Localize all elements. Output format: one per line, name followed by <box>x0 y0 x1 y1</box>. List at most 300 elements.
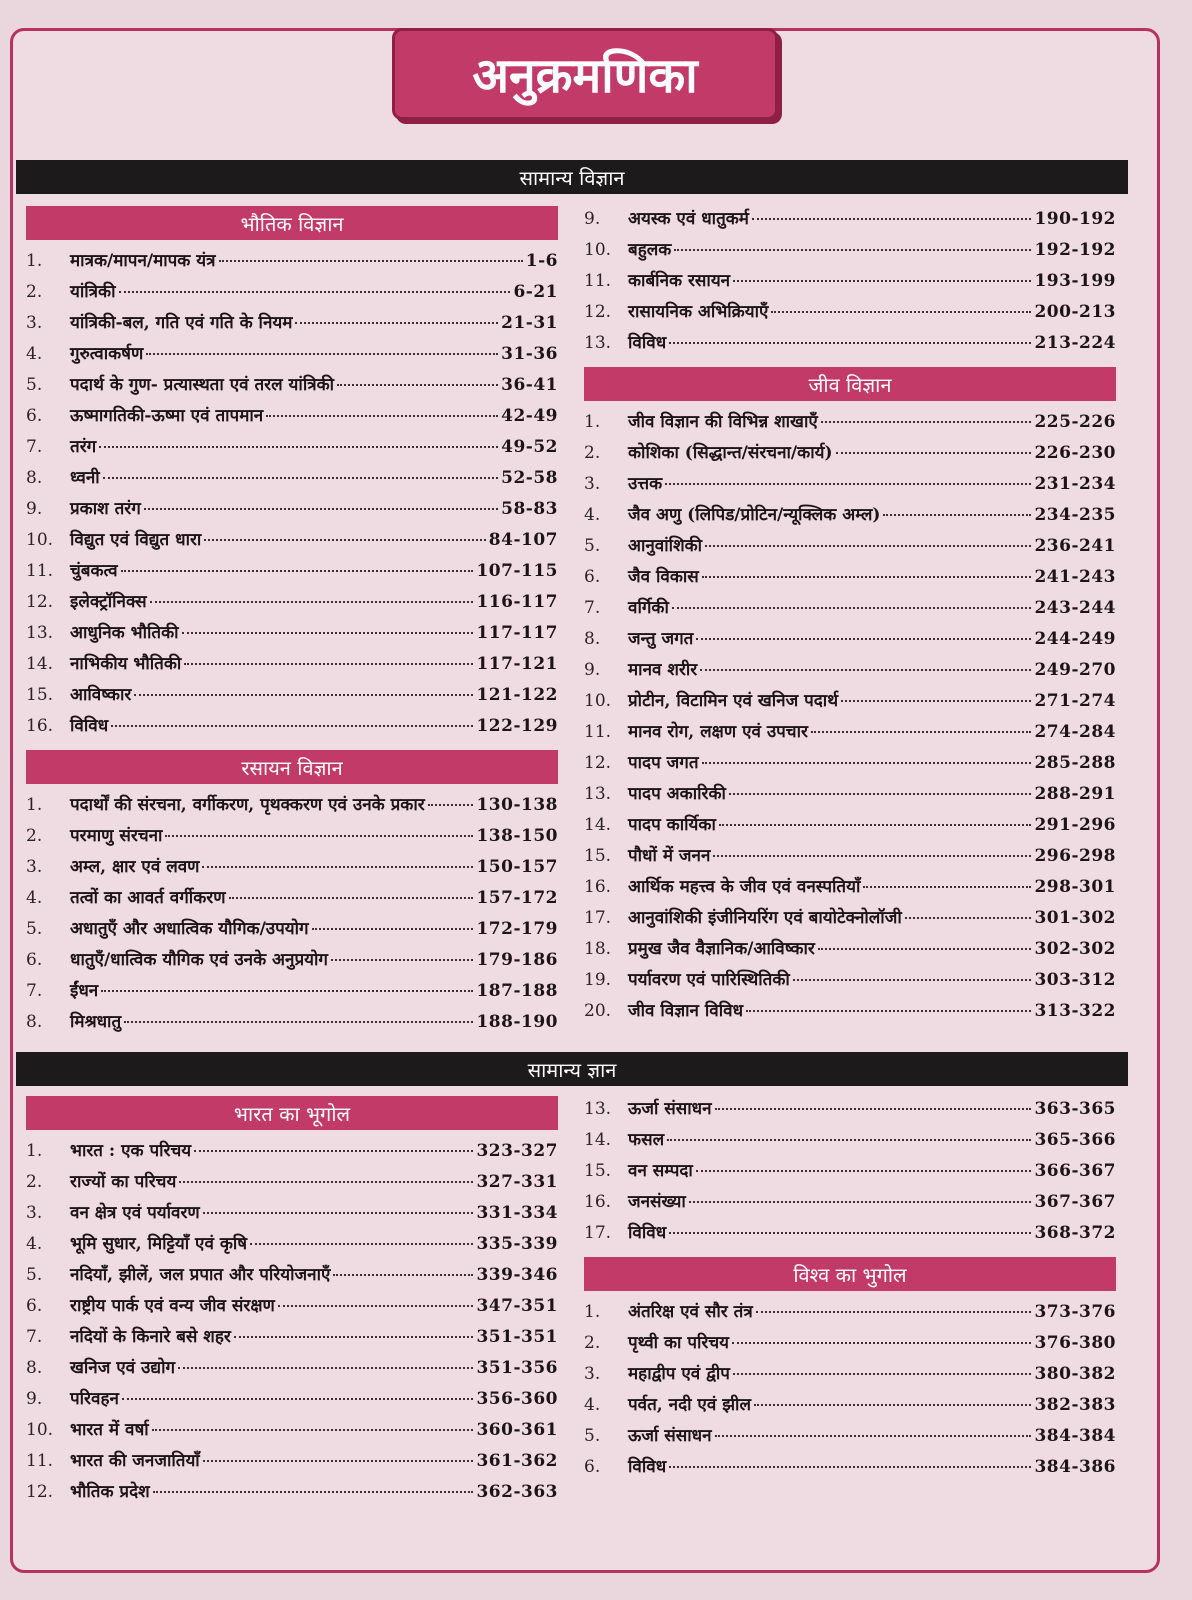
section-band-samanya-gyan: सामान्य ज्ञान <box>16 1052 1128 1086</box>
entry-number: 6. <box>584 567 601 587</box>
dot-leader <box>229 896 474 899</box>
entry-pages: 226-230 <box>1034 443 1116 463</box>
entry-pages: 243-244 <box>1034 598 1116 618</box>
entry-pages: 116-117 <box>476 592 558 612</box>
entry-title: महाद्वीप एवं द्वीप <box>628 1364 730 1384</box>
entry-pages: 172-179 <box>476 919 558 939</box>
entry-title: वर्गिकी <box>628 598 669 618</box>
toc-entry <box>584 719 1116 750</box>
toc-entry <box>584 409 1116 440</box>
entry-title: कार्बनिक रसायन <box>628 271 731 291</box>
entry-pages: 368-372 <box>1034 1223 1116 1243</box>
dot-leader <box>333 1273 473 1276</box>
entry-title: अधातुएँ और अधात्विक यौगिक/उपयोग <box>70 919 309 939</box>
entry-number: 10. <box>26 1420 54 1440</box>
entry-title: विविध <box>70 716 109 736</box>
entry-title: चुंबकत्व <box>70 561 118 581</box>
entry-pages: 361-362 <box>476 1451 558 1471</box>
entry-number: 15. <box>584 1161 612 1181</box>
entry-pages: 323-327 <box>476 1141 558 1161</box>
entry-number: 2. <box>584 443 601 463</box>
entry-number: 2. <box>584 1333 601 1353</box>
entry-pages: 347-351 <box>476 1296 558 1316</box>
entry-number: 14. <box>584 815 612 835</box>
toc-entry <box>584 533 1116 564</box>
entry-title: भारत में वर्षा <box>70 1420 149 1440</box>
entry-pages: 382-383 <box>1034 1395 1116 1415</box>
subsection-heading: रसायन विज्ञान <box>26 750 558 784</box>
entry-title: बहुलक <box>628 240 672 260</box>
toc-entry <box>584 206 1116 237</box>
entry-number: 4. <box>584 505 601 525</box>
entry-pages: 52-58 <box>501 468 558 488</box>
entry-pages: 122-129 <box>476 716 558 736</box>
toc-entry <box>26 1324 558 1355</box>
entry-number: 1. <box>26 795 43 815</box>
entry-number: 3. <box>26 1203 43 1223</box>
dot-leader <box>665 482 1031 485</box>
dot-leader <box>312 927 474 930</box>
dot-leader <box>702 575 1032 578</box>
entry-title: आर्थिक महत्त्व के जीव एवं वनस्पतियाँ <box>628 877 861 897</box>
entry-title: जैव विकास <box>628 567 699 587</box>
dot-leader <box>122 1397 474 1400</box>
toc-entry <box>584 1299 1116 1330</box>
subsection-heading: भारत का भूगोल <box>26 1096 558 1130</box>
toc-entry <box>26 403 558 434</box>
entry-title: ऊर्जा संसाधन <box>628 1426 712 1446</box>
entry-pages: 249-270 <box>1034 660 1116 680</box>
entry-title: अयस्क एवं धातुकर्म <box>628 209 749 229</box>
toc-entry <box>584 1220 1116 1251</box>
dot-leader <box>278 1304 474 1307</box>
toc-entry <box>26 823 558 854</box>
entry-number: 3. <box>26 857 43 877</box>
toc-entry <box>26 1293 558 1324</box>
toc-entry <box>584 1158 1116 1189</box>
toc-entry <box>26 434 558 465</box>
entry-title: भारत : एक परिचय <box>70 1141 192 1161</box>
entry-number: 16. <box>584 1192 612 1212</box>
toc-entry <box>26 916 558 947</box>
entry-title: उत्तक <box>628 474 663 494</box>
toc-entry <box>26 341 558 372</box>
entry-title: मिश्रधातु <box>70 1012 122 1032</box>
toc-entry <box>584 1189 1116 1220</box>
entry-title: भौतिक प्रदेश <box>70 1482 150 1502</box>
entry-pages: 179-186 <box>476 950 558 970</box>
entry-number: 6. <box>584 1457 601 1477</box>
toc-entry <box>26 1417 558 1448</box>
entry-number: 9. <box>584 660 601 680</box>
entry-title: विद्युत एवं विद्युत धारा <box>70 530 202 550</box>
entry-number: 10. <box>584 691 612 711</box>
entry-title: प्रमुख जैव वैज्ञानिक/आविष्कार <box>628 939 815 959</box>
entry-number: 3. <box>26 313 43 333</box>
toc-entry <box>584 688 1116 719</box>
entry-pages: 6-21 <box>513 282 558 302</box>
toc-entry <box>584 299 1116 330</box>
toc-entry <box>26 1386 558 1417</box>
dot-leader <box>719 823 1032 826</box>
entry-title: पृथ्वी का परिचय <box>628 1333 730 1353</box>
toc-entry <box>584 502 1116 533</box>
entry-title: गुरुत्वाकर्षण <box>70 344 144 364</box>
toc-entry <box>584 330 1116 361</box>
entry-pages: 107-115 <box>476 561 558 581</box>
entry-title: वन सम्पदा <box>628 1161 693 1181</box>
dot-leader <box>713 854 1031 857</box>
entry-number: 13. <box>584 784 612 804</box>
toc-entry <box>584 1330 1116 1361</box>
entry-pages: 36-41 <box>501 375 558 395</box>
entry-pages: 117-121 <box>476 654 558 674</box>
dot-leader <box>101 989 473 992</box>
dot-leader <box>178 1366 473 1369</box>
dot-leader <box>732 1341 1031 1344</box>
entry-title: पादप अकारिकी <box>628 784 726 804</box>
dot-leader <box>883 513 1031 516</box>
toc-entry <box>26 620 558 651</box>
entry-pages: 356-360 <box>476 1389 558 1409</box>
toc-entry <box>584 750 1116 781</box>
section-0-right-column <box>584 206 1116 1029</box>
entry-number: 20. <box>584 1001 612 1021</box>
entry-pages: 84-107 <box>488 530 558 550</box>
toc-entry <box>26 854 558 885</box>
toc-entry <box>26 465 558 496</box>
entry-title: विविध <box>628 1457 667 1477</box>
dot-leader <box>165 834 473 837</box>
entry-title: आधुनिक भौतिकी <box>70 623 179 643</box>
dot-leader <box>204 538 485 541</box>
entry-pages: 150-157 <box>476 857 558 877</box>
entry-number: 7. <box>26 981 43 1001</box>
toc-entry <box>26 372 558 403</box>
dot-leader <box>103 476 498 479</box>
entry-title: नाभिकीय भौतिकी <box>70 654 182 674</box>
dot-leader <box>203 1211 474 1214</box>
toc-entry <box>26 1479 558 1510</box>
dot-leader <box>153 1490 474 1493</box>
entry-title: जैव अणु (लिपिड/प्रोटिन/न्यूक्लिक अम्ल) <box>628 505 881 525</box>
toc-entry <box>584 1454 1116 1485</box>
entry-pages: 360-361 <box>476 1420 558 1440</box>
toc-entry <box>26 1138 558 1169</box>
entry-number: 11. <box>26 1451 54 1471</box>
entry-title: भारत की जनजातियाँ <box>70 1451 200 1471</box>
entry-number: 14. <box>26 654 54 674</box>
entry-pages: 291-296 <box>1034 815 1116 835</box>
entry-pages: 302-302 <box>1034 939 1116 959</box>
toc-entry <box>26 978 558 1009</box>
dot-leader <box>121 569 474 572</box>
entry-pages: 200-213 <box>1034 302 1116 322</box>
entry-title: पौधों में जनन <box>628 846 711 866</box>
section-1-right-column <box>584 1096 1116 1485</box>
entry-number: 1. <box>26 251 43 271</box>
dot-leader <box>905 916 1032 919</box>
entry-pages: 376-380 <box>1034 1333 1116 1353</box>
dot-leader <box>821 420 1032 423</box>
entry-title: जीव विज्ञान विविध <box>628 1001 744 1021</box>
entry-pages: 1-6 <box>525 251 558 271</box>
entry-title: विविध <box>628 333 667 353</box>
entry-number: 14. <box>584 1130 612 1150</box>
entry-number: 9. <box>26 499 43 519</box>
dot-leader <box>266 414 498 417</box>
toc-entry <box>26 496 558 527</box>
toc-entry <box>26 651 558 682</box>
entry-title: खनिज एवं उद्योग <box>70 1358 176 1378</box>
entry-title: फसल <box>628 1130 665 1150</box>
entry-pages: 373-376 <box>1034 1302 1116 1322</box>
dot-leader <box>836 451 1032 454</box>
dot-leader <box>669 341 1031 344</box>
entry-title: मात्रक/मापन/मापक यंत्र <box>70 251 216 271</box>
entry-number: 3. <box>584 1364 601 1384</box>
dot-leader <box>715 1434 1032 1437</box>
toc-entry <box>26 1231 558 1262</box>
entry-number: 2. <box>26 826 43 846</box>
entry-pages: 288-291 <box>1034 784 1116 804</box>
dot-leader <box>179 1180 473 1183</box>
toc-entry <box>26 558 558 589</box>
entry-title: रासायनिक अभिक्रियाएँ <box>628 302 769 322</box>
dot-leader <box>150 600 474 603</box>
entry-number: 4. <box>584 1395 601 1415</box>
entry-number: 15. <box>26 685 54 705</box>
dot-leader <box>756 1310 1032 1313</box>
dot-leader <box>331 958 473 961</box>
entry-title: आनुवांशिकी इंजीनियरिंग एवं बायोटेक्नोलॉजी <box>628 908 902 928</box>
entry-pages: 366-367 <box>1034 1161 1116 1181</box>
entry-title: कोशिका (सिद्धान्त/संरचना/कार्य) <box>628 443 833 463</box>
dot-leader <box>669 1465 1031 1468</box>
entry-number: 15. <box>584 846 612 866</box>
toc-entry <box>584 1127 1116 1158</box>
entry-title: ध्वनी <box>70 468 100 488</box>
entry-pages: 234-235 <box>1034 505 1116 525</box>
entry-pages: 285-288 <box>1034 753 1116 773</box>
entry-number: 11. <box>26 561 54 581</box>
dot-leader <box>119 290 511 293</box>
entry-number: 8. <box>26 1012 43 1032</box>
entry-pages: 241-243 <box>1034 567 1116 587</box>
entry-title: आविष्कार <box>70 685 132 705</box>
entry-pages: 365-366 <box>1034 1130 1116 1150</box>
toc-entry <box>584 595 1116 626</box>
entry-number: 7. <box>26 437 43 457</box>
dot-leader <box>754 1403 1031 1406</box>
entry-pages: 362-363 <box>476 1482 558 1502</box>
subsection-heading: भौतिक विज्ञान <box>26 206 558 240</box>
entry-pages: 121-122 <box>476 685 558 705</box>
entry-number: 1. <box>584 1302 601 1322</box>
entry-title: यांत्रिकी-बल, गति एवं गति के नियम <box>70 313 293 333</box>
entry-pages: 331-334 <box>476 1203 558 1223</box>
subsection-heading: विश्व का भुगोल <box>584 1257 1116 1291</box>
dot-leader <box>337 383 498 386</box>
toc-entry <box>584 626 1116 657</box>
entry-title: राज्यों का परिचय <box>70 1172 177 1192</box>
entry-title: पर्वत, नदी एवं झील <box>628 1395 751 1415</box>
entry-title: परिवहन <box>70 1389 119 1409</box>
entry-number: 6. <box>26 1296 43 1316</box>
entry-number: 12. <box>26 1482 54 1502</box>
entry-pages: 187-188 <box>476 981 558 1001</box>
entry-number: 16. <box>584 877 612 897</box>
dot-leader <box>733 279 1031 282</box>
dot-leader <box>194 1149 473 1152</box>
toc-entry <box>26 279 558 310</box>
entry-number: 2. <box>26 282 43 302</box>
entry-title: प्रकाश तरंग <box>70 499 141 519</box>
toc-entry <box>584 1361 1116 1392</box>
entry-title: मानव शरीर <box>628 660 698 680</box>
toc-entry <box>584 1423 1116 1454</box>
dot-leader <box>674 248 1031 251</box>
toc-entry <box>584 936 1116 967</box>
entry-pages: 157-172 <box>476 888 558 908</box>
entry-number: 7. <box>26 1327 43 1347</box>
entry-title: तरंग <box>70 437 97 457</box>
entry-number: 16. <box>26 716 54 736</box>
entry-number: 7. <box>584 598 601 618</box>
dot-leader <box>428 803 474 806</box>
entry-number: 8. <box>26 468 43 488</box>
dot-leader <box>219 259 523 262</box>
toc-entry <box>584 905 1116 936</box>
dot-leader <box>152 1428 474 1431</box>
entry-number: 13. <box>584 333 612 353</box>
section-0-left-column <box>26 206 558 1040</box>
entry-pages: 339-346 <box>476 1265 558 1285</box>
entry-pages: 384-384 <box>1034 1426 1116 1446</box>
entry-number: 8. <box>26 1358 43 1378</box>
entry-number: 17. <box>584 1223 612 1243</box>
toc-entry <box>26 1355 558 1386</box>
dot-leader <box>696 637 1031 640</box>
dot-leader <box>689 1200 1032 1203</box>
entry-number: 19. <box>584 970 612 990</box>
subsection-heading: जीव विज्ञान <box>584 367 1116 401</box>
entry-number: 1. <box>26 1141 43 1161</box>
entry-pages: 42-49 <box>501 406 558 426</box>
dot-leader <box>182 631 474 634</box>
dot-leader <box>111 724 473 727</box>
dot-leader <box>696 1169 1032 1172</box>
entry-title: आनुवांशिकी <box>628 536 703 556</box>
entry-title: मानव रोग, लक्षण एवं उपचार <box>628 722 808 742</box>
entry-title: जीव विज्ञान की विभिन्न शाखाएँ <box>628 412 818 432</box>
entry-pages: 190-192 <box>1034 209 1116 229</box>
entry-pages: 327-331 <box>476 1172 558 1192</box>
entry-title: नदियाँ, झीलें, जल प्रपात और परियोजनाएँ <box>70 1265 331 1285</box>
dot-leader <box>203 1459 474 1462</box>
entry-title: भूमि सुधार, मिट्टियाँ एवं कृषि <box>70 1234 248 1254</box>
entry-number: 12. <box>584 753 612 773</box>
toc-entry <box>26 589 558 620</box>
entry-number: 10. <box>584 240 612 260</box>
entry-title: परमाणु संरचना <box>70 826 163 846</box>
entry-pages: 117-117 <box>476 623 558 643</box>
entry-pages: 296-298 <box>1034 846 1116 866</box>
toc-entry <box>584 268 1116 299</box>
section-1-left-column <box>26 1096 558 1510</box>
dot-leader <box>818 947 1032 950</box>
dot-leader <box>146 352 498 355</box>
entry-pages: 31-36 <box>501 344 558 364</box>
toc-entry <box>26 792 558 823</box>
entry-pages: 192-192 <box>1034 240 1116 260</box>
dot-leader <box>250 1242 473 1245</box>
toc-entry <box>584 781 1116 812</box>
entry-number: 2. <box>26 1172 43 1192</box>
toc-entry <box>584 998 1116 1029</box>
toc-entry <box>26 885 558 916</box>
entry-title: वन क्षेत्र एवं पर्यावरण <box>70 1203 200 1223</box>
dot-leader <box>295 321 498 324</box>
entry-number: 17. <box>584 908 612 928</box>
entry-pages: 130-138 <box>476 795 558 815</box>
entry-title: इलेक्ट्रॉनिक्स <box>70 592 147 612</box>
entry-number: 12. <box>26 592 54 612</box>
entry-title: विविध <box>628 1223 667 1243</box>
dot-leader <box>702 761 1032 764</box>
entry-title: जन्तु जगत <box>628 629 694 649</box>
toc-entry <box>26 1200 558 1231</box>
dot-leader <box>729 792 1032 795</box>
toc-entry <box>26 1169 558 1200</box>
entry-pages: 301-302 <box>1034 908 1116 928</box>
entry-pages: 274-284 <box>1034 722 1116 742</box>
toc-entry <box>26 310 558 341</box>
toc-entry <box>584 812 1116 843</box>
entry-pages: 188-190 <box>476 1012 558 1032</box>
entry-pages: 231-234 <box>1034 474 1116 494</box>
entry-title: धातुएँ/धात्विक यौगिक एवं उनके अनुप्रयोग <box>70 950 328 970</box>
dot-leader <box>811 730 1032 733</box>
entry-number: 3. <box>584 474 601 494</box>
toc-entry <box>584 874 1116 905</box>
toc-entry <box>26 947 558 978</box>
entry-pages: 363-365 <box>1034 1099 1116 1119</box>
dot-leader <box>793 978 1032 981</box>
dot-leader <box>99 445 498 448</box>
toc-entry <box>584 471 1116 502</box>
entry-number: 13. <box>26 623 54 643</box>
entry-pages: 138-150 <box>476 826 558 846</box>
entry-pages: 351-351 <box>476 1327 558 1347</box>
toc-entry <box>584 440 1116 471</box>
entry-pages: 271-274 <box>1034 691 1116 711</box>
dot-leader <box>771 310 1031 313</box>
entry-number: 18. <box>584 939 612 959</box>
entry-title: अम्ल, क्षार एवं लवण <box>70 857 200 877</box>
entry-title: जनसंख्या <box>628 1192 686 1212</box>
dot-leader <box>667 1138 1031 1141</box>
entry-number: 4. <box>26 888 43 908</box>
dot-leader <box>202 865 473 868</box>
dot-leader <box>733 1372 1032 1375</box>
toc-entry <box>26 527 558 558</box>
entry-number: 11. <box>584 722 612 742</box>
entry-pages: 367-367 <box>1034 1192 1116 1212</box>
entry-pages: 335-339 <box>476 1234 558 1254</box>
entry-title: पदार्थों की संरचना, वर्गीकरण, पृथक्करण एवं उनके प्रकार <box>70 795 425 815</box>
entry-pages: 225-226 <box>1034 412 1116 432</box>
